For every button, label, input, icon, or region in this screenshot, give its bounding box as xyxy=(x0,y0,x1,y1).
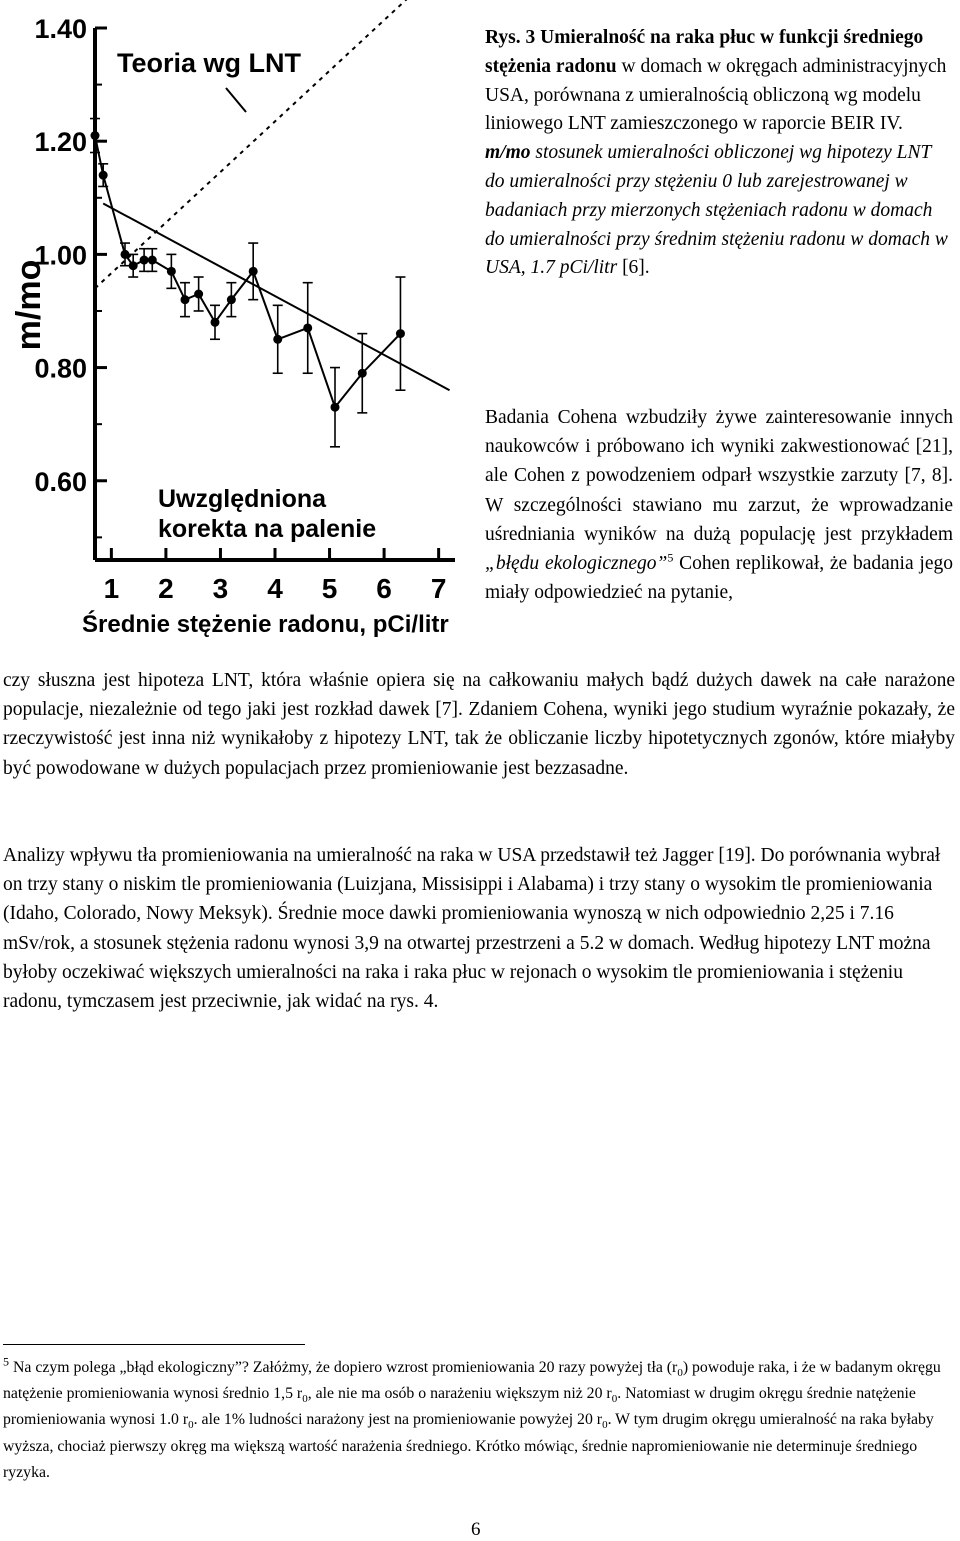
data-point xyxy=(303,323,312,332)
data-point xyxy=(140,256,149,265)
lnt-theory-line xyxy=(95,0,455,288)
y-tick-label: 1.20 xyxy=(34,127,87,158)
data-point xyxy=(181,295,190,304)
caption-rest: stosunek umieralności obliczonej wg hipotezy LNT do umieralności przy stężeniu 0 lub zarejestrowanej w badaniach przy mierzonych stężeniach radonu w domach do umieralności przy średnim stężeniu radonu w domach w USA, 1.7 pCi/litr xyxy=(485,142,948,279)
lnt-label-arrow xyxy=(226,88,246,112)
data-point xyxy=(129,261,138,270)
chart-note-line2: korekta na palenie xyxy=(158,515,377,543)
y-tick-label: 0.60 xyxy=(34,466,87,497)
fn-text: . W tym drugim okręgu umieralność na raka byłaby wyższa, chociaż pierwszy okręg ma większą wartość narażenia średniego. Krótko mówiąc, średnie napromieniowanie nie determinuje średniego ryzyka. xyxy=(3,1411,934,1481)
data-point xyxy=(91,131,100,140)
fn-text: . Natomiast w drugim okręgu średnie natężenie promieniowania wynosi 1.0 r xyxy=(3,1385,916,1429)
footnote-5 xyxy=(3,1355,955,1486)
p1-text-a: Badania Cohena wzbudziły żywe zainteresowanie innych naukowców i próbowano ich wyniki zakwestionować [21], ale Cohen z powodzeniem odparł wszystkie zarzuty [7, 8]. W szczególności stawiano mu zarzut, że wprowadzanie uśredniania wyników na dużą populację jest przykładem xyxy=(485,407,953,545)
caption-mmo: m/mo xyxy=(485,142,531,164)
caption-lead-b: średniego stężenia radonu xyxy=(485,27,924,77)
page-number: 6 xyxy=(471,1519,481,1540)
fn-sub: 0 xyxy=(677,1367,683,1380)
paragraph-1-continued: czy słuszna jest hipoteza LNT, która właśnie opiera się na całkowaniu małych bądź dużych dawek na całe narażone populacje, niezależnie od tego jaki jest rozkład dawek [7]. Zdaniem Cohena, wyniki jego studium wyraźnie pokazały, że rzeczywistość jest inna niż wynikałoby z hipotezy LNT, tak że obliczanie liczby hipotetycznych zgonów, które miałyby być powodowane w dużych populacjach przez promieniowanie jest bezzasadne. xyxy=(3,670,955,779)
radon-mortality-chart xyxy=(0,0,470,650)
data-point xyxy=(148,256,157,265)
data-point xyxy=(227,295,236,304)
x-tick-label: 3 xyxy=(212,573,229,604)
caption-explanation xyxy=(485,139,953,283)
data-point xyxy=(358,369,367,378)
chart-ylabel: m/mo xyxy=(10,259,48,351)
fn-sub: 0 xyxy=(302,1393,308,1406)
x-tick-label: 4 xyxy=(267,573,283,604)
x-tick-labels xyxy=(104,548,447,604)
fn-text: Na czym polega „błąd ekologiczny”? Załóżmy, że dopiero wzrost promieniowania 20 razy powyżej tła (r xyxy=(9,1359,678,1376)
caption-lead-a: Rys. 3 Umieralność na raka płuc w funkcji xyxy=(485,27,839,48)
chart-note-line1: Uwzględniona xyxy=(158,485,327,513)
footnote-number: 5 xyxy=(3,1354,9,1369)
data-points xyxy=(90,119,405,447)
x-tick-label: 1 xyxy=(103,573,120,604)
footnote-ref: 5 xyxy=(667,550,674,565)
caption-lead-c: w domach w okręgach administracyjnych USA, porównana z umieralnością obliczoną wg modelu liniowego LNT zamieszczonego w raporcie BEIR IV. xyxy=(485,55,947,135)
paragraph-1 xyxy=(485,403,953,607)
data-point xyxy=(121,250,130,259)
y-tick-label: 1.00 xyxy=(34,240,87,271)
data-point xyxy=(211,318,220,327)
fn-sub: 0 xyxy=(188,1419,194,1432)
data-point xyxy=(273,335,282,344)
x-tick-label: 5 xyxy=(321,573,338,604)
figure-caption xyxy=(485,24,953,283)
chart-title-lnt: Teoria wg LNT xyxy=(117,48,302,78)
data-point xyxy=(396,329,405,338)
p1-italic: „błędu ekologicznego” xyxy=(485,553,668,575)
x-tick-label: 2 xyxy=(158,573,174,604)
data-point xyxy=(249,267,258,276)
data-point xyxy=(99,171,108,180)
caption-ref: [6]. xyxy=(617,257,650,279)
chart-xlabel: Średnie stężenie radonu, pCi/litr xyxy=(82,611,449,638)
fn-sub: 0 xyxy=(611,1393,618,1406)
x-tick-label: 7 xyxy=(430,573,447,604)
p1-text-b: Cohen replikował, że badania jego miały odpowiedzieć na pytanie, xyxy=(485,553,953,604)
footnote-rule xyxy=(3,1344,305,1345)
fn-text: , ale nie ma osób o narażeniu większym niż 20 r xyxy=(307,1385,612,1403)
y-tick-label: 1.40 xyxy=(34,14,87,44)
data-point xyxy=(167,267,176,276)
fn-text: ) powoduje raka, i że w badanym okręgu natężenie promieniowania wynosi średnio 1,5 r xyxy=(3,1359,941,1403)
paragraph-2: Analizy wpływu tła promieniowania na umieralność na raka w USA przedstawił też Jagger [19]. Do porównania wybrał on trzy stany o niskim tle promieniowania (Luizjana, Missisippi i Alabama) i trzy stany o wysokim tle promieniowania (Idaho, Colorado, Nowy Meksyk). Średnie moce dawki promieniowania wynoszą w nich odpowiednio 2,25 i 7.16 mSv/rok, a stosunek stężenia radonu wynosi 3,9 na otwartej przestrzeni a 5.2 w domach. Według hipotezy LNT można byłoby oczekiwać większych umieralności na raka i raka płuc w rejonach o wysokim tle promieniowania i stężeniu radonu, tymczasem jest przeciwnie, jak widać na rys. 4. xyxy=(3,845,941,1013)
x-tick-label: 6 xyxy=(376,573,392,604)
data-point xyxy=(194,290,203,299)
fn-sub: 0 xyxy=(602,1419,608,1432)
data-point xyxy=(331,403,340,412)
y-tick-label: 0.80 xyxy=(34,353,87,384)
fn-text: . ale 1% ludności narażony jest na promieniowanie powyżej 20 r xyxy=(193,1411,603,1429)
